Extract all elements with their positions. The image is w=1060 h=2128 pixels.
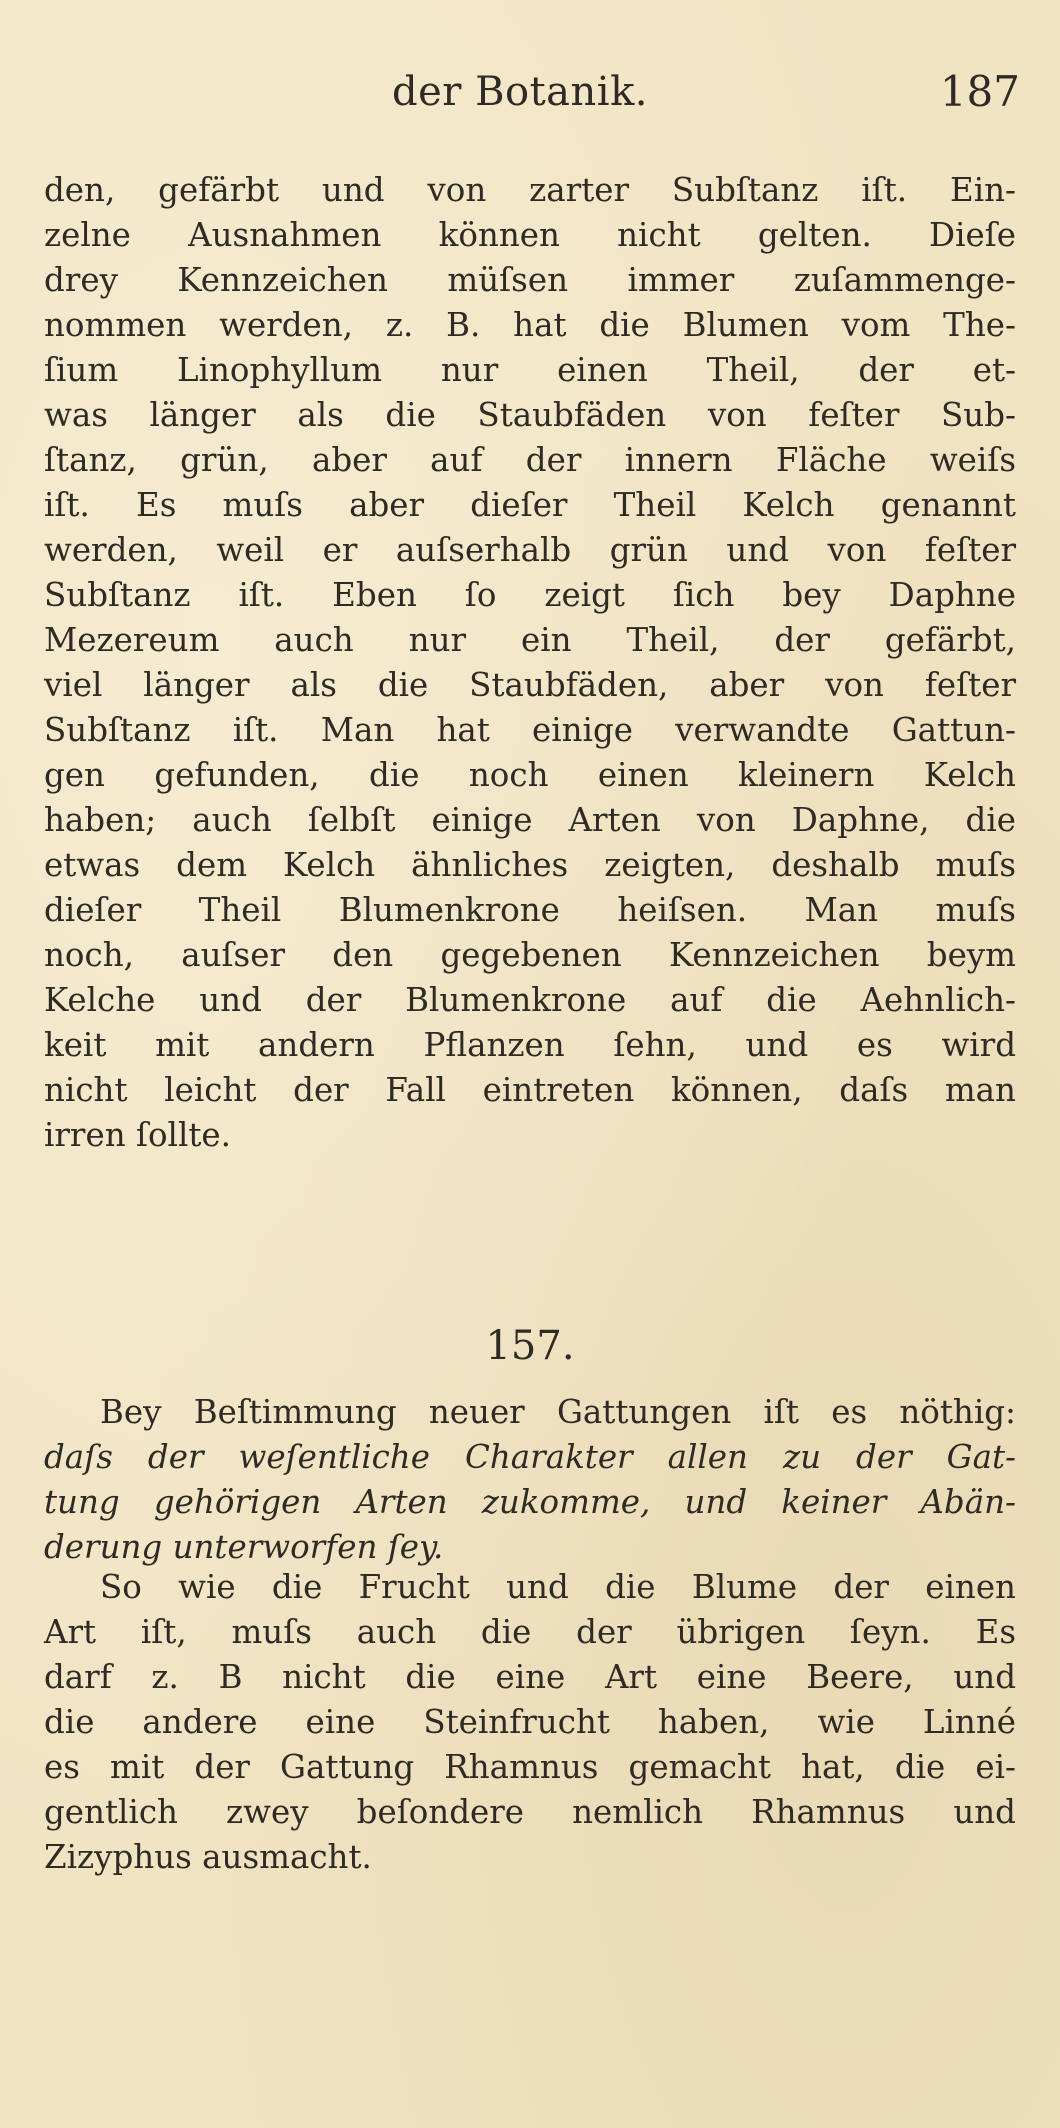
text-line: Art iſt, muſs auch die der übrigen ſeyn. Es [44,1613,1016,1651]
text-line: ſtanz, grün, aber auf der innern Fläche weiſs [44,441,1016,479]
text-line: werden, weil er auſserhalb grün und von feſter [44,531,1016,569]
text-line: Subſtanz iſt. Man hat einige verwandte Gattun- [44,711,1016,749]
text-line: haben; auch ſelbſt einige Arten von Daphne, die [44,801,1016,839]
text-line: darf z. B nicht die eine Art eine Beere, und [44,1658,1016,1696]
page-number: 187 [939,67,1020,116]
text-line: irren ſollte. [44,1116,231,1154]
text-line: Mezereum auch nur ein Theil, der gefärbt, [44,621,1016,659]
text-line: nommen werden, z. B. hat die Blumen vom The- [44,306,1016,344]
text-line: gen gefunden, die noch einen kleinern Kelch [44,756,1016,794]
text-line: etwas dem Kelch ähnliches zeigten, deshalb muſs [44,846,1016,884]
text-line: Kelche und der Blumenkrone auf die Aehnlich- [44,981,1016,1019]
text-line: iſt. Es muſs aber dieſer Theil Kelch genannt [44,486,1016,524]
text-line: gentlich zwey beſondere nemlich Rhamnus und [44,1793,1016,1831]
text-line: drey Kennzeichen müſsen immer zuſammenge- [44,261,1016,299]
text-line: ſium Linophyllum nur einen Theil, der et- [44,351,1016,389]
text-line: den, gefärbt und von zarter Subſtanz iſt. Ein- [44,171,1016,209]
text-line: keit mit andern Pflanzen ſehn, und es wird [44,1026,1016,1064]
text-line: Zizyphus ausmacht. [44,1838,372,1876]
text-line: es mit der Gattung Rhamnus gemacht hat, die ei- [44,1748,1016,1786]
running-head [0,62,1060,122]
section-number: 157. [485,1323,575,1369]
text-line: die andere eine Steinfrucht haben, wie Linné [44,1703,1016,1741]
text-line: Bey Beſtimmung neuer Gattungen iſt es nöthig: [100,1393,1016,1431]
text-line: nicht leicht der Fall eintreten können, daſs man [44,1071,1016,1109]
italic-text-line: derung unterworfen ſey. [44,1528,444,1566]
text-line: was länger als die Staubfäden von feſter Sub- [44,396,1016,434]
paragraph-rule-statement [44,1390,1016,1570]
italic-text-line: daſs der weſentliche Charakter allen zu der Gat- [44,1438,1016,1476]
text-line: dieſer Theil Blumenkrone heiſsen. Man muſs [44,891,1016,929]
text-line: noch, auſser den gegebenen Kennzeichen beym [44,936,1016,974]
paragraph-example [44,1565,1016,1880]
text-line: So wie die Frucht und die Blume der einen [100,1568,1016,1606]
italic-text-line: tung gehörigen Arten zukomme, und keiner Abän- [44,1483,1016,1521]
paragraph-156-continuation [44,168,1016,1158]
text-line: viel länger als die Staubfäden, aber von feſter [44,666,1016,704]
text-line: Subſtanz iſt. Eben ſo zeigt ſich bey Daphne [44,576,1016,614]
running-head-title: der Botanik. [392,69,649,115]
text-line: zelne Ausnahmen können nicht gelten. Dieſe [44,216,1016,254]
